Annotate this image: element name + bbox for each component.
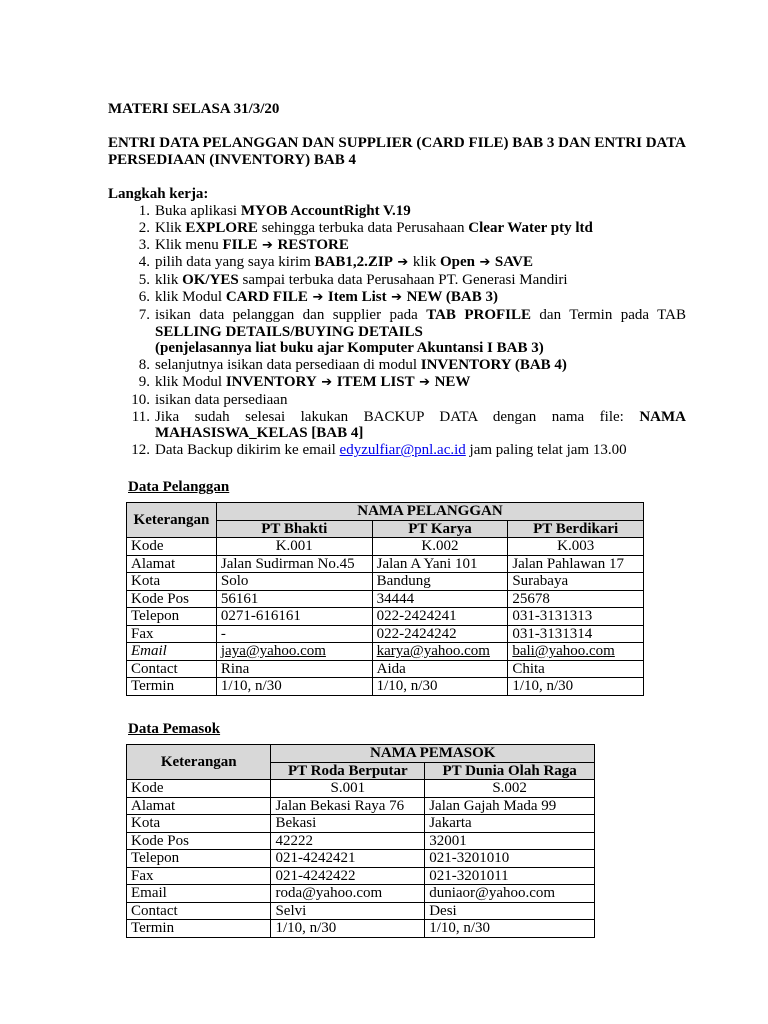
table-cell: 031-3131313: [508, 608, 644, 626]
step-number: 11.: [131, 408, 150, 425]
table-cell: Desi: [425, 902, 595, 920]
table-row: [127, 815, 595, 833]
email-value: bali@yahoo.com: [512, 643, 615, 659]
table-row: [127, 920, 595, 938]
step-text: sehingga terbuka data Perusahaan: [257, 219, 469, 236]
steps-heading: Langkah kerja:: [108, 186, 209, 202]
table-cell: Jalan Gajah Mada 99: [425, 797, 595, 815]
email-value: jaya@yahoo.com: [220, 643, 326, 659]
row-label: Kode: [127, 538, 217, 556]
table-cell: [216, 643, 372, 661]
table-cell: [372, 643, 508, 661]
step-text: Open: [439, 254, 475, 271]
step-text: INVENTORY: [225, 373, 317, 390]
step-item: [108, 289, 686, 307]
row-label: Alamat: [127, 797, 271, 815]
step-text: Data Backup dikirim ke email: [155, 442, 340, 459]
table-row: [127, 867, 595, 885]
step-text: klik: [155, 272, 183, 289]
step-number: 9.: [138, 373, 150, 390]
row-label: Contact: [127, 902, 271, 920]
step-number: 3.: [138, 236, 150, 253]
step-number: 12.: [131, 442, 150, 459]
step-text: Klik menu: [155, 236, 223, 253]
step-text: RESTORE: [277, 236, 349, 253]
table-row: [127, 885, 595, 903]
right-arrow-icon: ➔: [474, 255, 495, 271]
table-cell: 022-2424242: [372, 625, 508, 643]
step-item: [108, 442, 686, 459]
table-row: [127, 780, 595, 798]
step-text: klik: [412, 254, 440, 271]
table-cell: 1/10, n/30: [271, 920, 425, 938]
row-label: Email: [127, 643, 217, 661]
table-cell: Selvi: [271, 902, 425, 920]
step-item: [108, 254, 686, 272]
table-cell: Jakarta: [425, 815, 595, 833]
table-cell: Chita: [508, 660, 644, 678]
step-text: selanjutnya isikan data persediaan di modul: [155, 357, 421, 374]
table-row: [127, 902, 595, 920]
table-cell: K.003: [508, 538, 644, 556]
table-row: [127, 555, 644, 573]
column-header-keterangan: Keterangan: [127, 503, 217, 538]
step-text: NEW (BAB 3): [406, 288, 498, 305]
table-cell: Jalan Bekasi Raya 76: [271, 797, 425, 815]
table-cell: Aida: [372, 660, 508, 678]
step-item: [108, 203, 686, 220]
step-text: (penjelasannya liat buku ajar Komputer Akuntansi I BAB 3): [155, 340, 544, 357]
group-header: NAMA PEMASOK: [271, 745, 595, 763]
right-arrow-icon: ➔: [257, 237, 278, 253]
table-cell: 56161: [216, 590, 372, 608]
step-text: OK/YES: [182, 272, 239, 289]
table-cell: Solo: [216, 573, 372, 591]
step-text: isikan data persediaan: [155, 391, 288, 408]
table-cell: 25678: [508, 590, 644, 608]
step-number: 8.: [138, 357, 150, 374]
step-item: [108, 307, 686, 357]
company-header: PT Karya: [372, 520, 508, 538]
table-cell: Rina: [216, 660, 372, 678]
table-cell: 1/10, n/30: [372, 678, 508, 696]
row-label: Termin: [127, 678, 217, 696]
step-text: TAB PROFILE: [426, 306, 532, 323]
company-header: PT Roda Berputar: [271, 762, 425, 780]
pelanggan-table: [126, 502, 644, 696]
step-item: [108, 357, 686, 374]
table-cell: K.001: [216, 538, 372, 556]
step-text: sampai terbuka data Perusahaan PT. Generasi Mandiri: [238, 272, 568, 289]
step-item: [108, 392, 686, 409]
row-label: Kode Pos: [127, 832, 271, 850]
company-header: PT Berdikari: [508, 520, 644, 538]
row-label: Email: [127, 885, 271, 903]
step-text: EXPLORE: [185, 219, 258, 236]
step-text: BAB1,2.ZIP: [314, 254, 393, 271]
table-cell: 1/10, n/30: [216, 678, 372, 696]
row-label: Fax: [127, 625, 217, 643]
table-cell: 34444: [372, 590, 508, 608]
row-label: Kota: [127, 815, 271, 833]
row-label: Fax: [127, 867, 271, 885]
step-text: MYOB AccountRight V.19: [240, 203, 411, 219]
row-label: Contact: [127, 660, 217, 678]
step-text: klik Modul: [155, 288, 226, 305]
step-text: SAVE: [494, 254, 534, 271]
table-cell: 021-4242421: [271, 850, 425, 868]
table-cell: 031-3131314: [508, 625, 644, 643]
right-arrow-icon: ➔: [386, 289, 407, 305]
row-label: Termin: [127, 920, 271, 938]
step-text: Jika sudah selesai lakukan BACKUP DATA dengan nama file:: [155, 408, 640, 425]
step-number: 6.: [138, 288, 150, 305]
table-cell: 021-3201011: [425, 867, 595, 885]
step-text: NAMA MAHASISWA_KELAS [BAB 4]: [155, 408, 686, 442]
table-cell: Surabaya: [508, 573, 644, 591]
step-text: klik Modul: [155, 373, 226, 390]
step-item: [108, 409, 686, 443]
table-cell: roda@yahoo.com: [271, 885, 425, 903]
row-label: Kota: [127, 573, 217, 591]
document-date-heading: MATERI SELASA 31/3/20: [108, 101, 280, 117]
table-row: [127, 573, 644, 591]
table-row: [127, 660, 644, 678]
table-row: [127, 850, 595, 868]
table-cell: [508, 643, 644, 661]
table-row: [127, 678, 644, 696]
step-text: Buka aplikasi: [155, 203, 241, 219]
step-number: 1.: [138, 203, 150, 219]
right-arrow-icon: ➔: [392, 255, 413, 271]
group-header: NAMA PELANGGAN: [216, 503, 643, 521]
step-text: dan Termin pada TAB: [531, 306, 686, 323]
table-cell: 1/10, n/30: [425, 920, 595, 938]
table-row: [127, 608, 644, 626]
table-cell: Jalan Sudirman No.45: [216, 555, 372, 573]
company-header: PT Bhakti: [216, 520, 372, 538]
step-text: isikan data pelanggan dan supplier pada: [155, 306, 427, 323]
table-row: [127, 538, 644, 556]
step-number: 5.: [138, 272, 150, 289]
step-item: [108, 220, 686, 237]
column-header-keterangan: Keterangan: [127, 745, 271, 780]
step-number: 7.: [138, 306, 150, 323]
step-text: Item List: [327, 288, 387, 305]
table-cell: Jalan Pahlawan 17: [508, 555, 644, 573]
step-item: [108, 237, 686, 255]
table-cell: 1/10, n/30: [508, 678, 644, 696]
email-link[interactable]: edyzulfiar@pnl.ac.id: [339, 442, 466, 459]
table-cell: 021-3201010: [425, 850, 595, 868]
table-cell: Jalan A Yani 101: [372, 555, 508, 573]
step-text: Clear Water pty ltd: [468, 219, 593, 236]
table-cell: Bekasi: [271, 815, 425, 833]
step-text: jam paling telat jam 13.00: [465, 442, 627, 459]
document-title: ENTRI DATA PELANGGAN DAN SUPPLIER (CARD FILE) BAB 3 DAN ENTRI DATA PERSEDIAAN (INVENTORY) BAB 4: [108, 135, 686, 168]
step-text: pilih data yang saya kirim: [155, 254, 315, 271]
step-number: 2.: [138, 219, 150, 236]
table-cell: 32001: [425, 832, 595, 850]
table-cell: K.002: [372, 538, 508, 556]
row-label: Telepon: [127, 850, 271, 868]
company-header: PT Dunia Olah Raga: [425, 762, 595, 780]
table-row: [127, 643, 644, 661]
step-text: FILE: [222, 236, 258, 253]
pemasok-table: [126, 744, 595, 938]
table-row: [127, 832, 595, 850]
pelanggan-heading: Data Pelanggan: [128, 479, 230, 495]
right-arrow-icon: ➔: [316, 374, 337, 390]
step-text: CARD FILE: [225, 288, 308, 305]
table-cell: S.002: [425, 780, 595, 798]
steps-list: [108, 203, 686, 459]
table-cell: 021-4242422: [271, 867, 425, 885]
row-label: Kode Pos: [127, 590, 217, 608]
step-text: Klik: [155, 219, 186, 236]
table-cell: 022-2424241: [372, 608, 508, 626]
table-cell: 0271-616161: [216, 608, 372, 626]
step-number: 10.: [131, 391, 150, 408]
step-text: ITEM LIST: [336, 373, 415, 390]
table-row: [127, 797, 595, 815]
step-text: INVENTORY (BAB 4): [420, 357, 567, 374]
row-label: Alamat: [127, 555, 217, 573]
table-cell: duniaor@yahoo.com: [425, 885, 595, 903]
table-cell: Bandung: [372, 573, 508, 591]
table-cell: 42222: [271, 832, 425, 850]
table-row: [127, 590, 644, 608]
pemasok-heading: Data Pemasok: [128, 721, 221, 737]
step-item: [108, 272, 686, 289]
step-item: [108, 374, 686, 392]
row-label: Telepon: [127, 608, 217, 626]
table-row: [127, 625, 644, 643]
row-label: Kode: [127, 780, 271, 798]
table-cell: S.001: [271, 780, 425, 798]
step-text: NEW: [434, 373, 471, 390]
step-number: 4.: [138, 254, 150, 271]
right-arrow-icon: ➔: [414, 374, 435, 390]
email-value: karya@yahoo.com: [376, 643, 490, 659]
step-text: SELLING DETAILS/BUYING DETAILS: [155, 323, 423, 340]
table-cell: -: [216, 625, 372, 643]
right-arrow-icon: ➔: [307, 289, 328, 305]
